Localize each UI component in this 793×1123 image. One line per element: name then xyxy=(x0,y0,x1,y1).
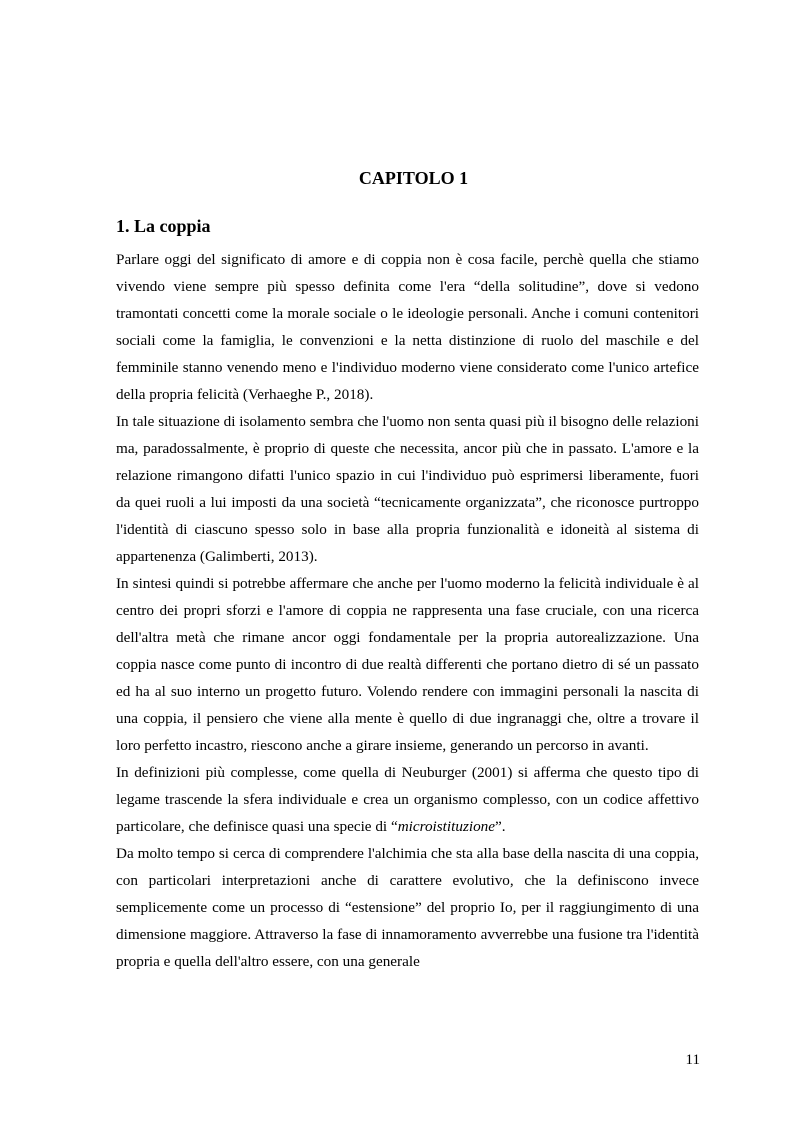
paragraph-text: ”. xyxy=(495,818,506,835)
italic-term: microistituzione xyxy=(397,818,495,835)
paragraph xyxy=(116,759,699,840)
paragraph-text: In definizioni più complesse, come quella di Neuburger (2001) si afferma che questo tipo di legame trascende la sfera individuale e crea un organismo complesso, con un codice affettivo particolare, che definisce quasi una specie di “ xyxy=(116,764,699,835)
paragraph: Da molto tempo si cerca di comprendere l'alchimia che sta alla base della nascita di una coppia, con particolari interpretazioni anche di carattere evolutivo, che la definiscono invece semplicemente come un processo di “estensione” del proprio Io, per il raggiungimento di una dimensione maggiore. Attraverso la fase di innamoramento avverrebbe una fusione tra l'identità propria e quella dell'altro essere, con una generale xyxy=(116,845,699,970)
chapter-title: CAPITOLO 1 xyxy=(358,168,469,188)
section-heading: 1. La coppia xyxy=(116,216,211,236)
body-text xyxy=(116,246,699,975)
paragraph: In sintesi quindi si potrebbe affermare che anche per l'uomo moderno la felicità individuale è al centro dei propri sforzi e l'amore di coppia ne rappresenta una fase cruciale, con una ricerca dell'altra metà che rimane ancor oggi fondamentale per la propria autorealizzazione. Una coppia nasce come punto di incontro di due realtà differenti che portano dietro di sé un passato ed ha al suo interno un progetto futuro. Volendo rendere con immagini personali la nascita di una coppia, il pensiero che viene alla mente è quello di due ingranaggi che, oltre a trovare il loro perfetto incastro, riescono anche a girare insieme, generando un percorso in avanti. xyxy=(116,575,699,754)
page-number: 11 xyxy=(685,1052,700,1068)
paragraph: Parlare oggi del significato di amore e di coppia non è cosa facile, perchè quella che stiamo vivendo viene sempre più spesso definita come l'era “della solitudine”, dove si vedono tramontati concetti come la morale sociale o le ideologie personali. Anche i comuni contenitori sociali come la famiglia, le convenzioni e la netta distinzione di ruolo del maschile e del femminile stanno venendo meno e l'individuo moderno viene considerato come l'unico artefice della propria felicità (Verhaeghe P., 2018). xyxy=(116,251,699,403)
paragraph: In tale situazione di isolamento sembra che l'uomo non senta quasi più il bisogno delle relazioni ma, paradossalmente, è proprio di queste che necessita, ancor più che in passato. L'amore e la relazione rimangono difatti l'unico spazio in cui l'individuo può esprimersi liberamente, fuori da quei ruoli a lui imposti da una società “tecnicamente organizzata”, che riconosce purtroppo l'identità di ciascuno spesso solo in base alla propria funzionalità e idoneità al sistema di appartenenza (Galimberti, 2013). xyxy=(116,413,699,565)
